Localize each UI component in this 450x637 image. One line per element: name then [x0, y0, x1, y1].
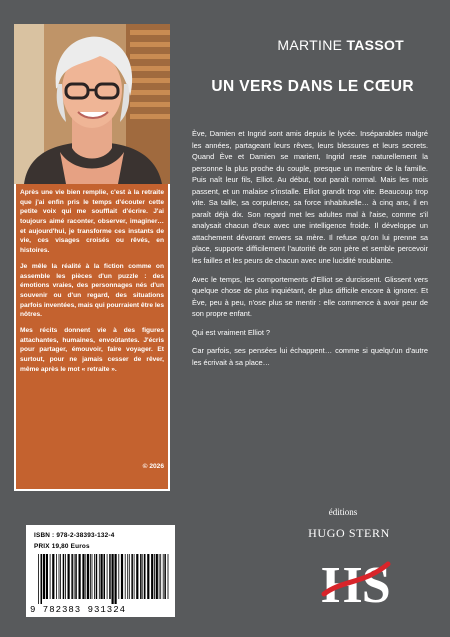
- barcode-bar: [60, 554, 61, 599]
- barcode-bar: [131, 554, 133, 599]
- bio-paragraph: Je mêle la réalité à la fiction comme on assemble les pièces d'un puzzle : des émotions vraies, des personnages nés d'un souvenir ou d'un regard, des situations parfois inventées, mais qui pourraient être les nôtres.: [20, 262, 165, 319]
- synopsis: [192, 128, 428, 375]
- barcode-bar: [92, 554, 93, 599]
- barcode-bar: [144, 554, 146, 599]
- barcode-bar: [68, 554, 70, 599]
- barcode-bar: [159, 554, 160, 599]
- barcode-bar: [94, 554, 95, 599]
- barcode-bar: [79, 554, 81, 599]
- publisher-logo-letters: HS: [321, 557, 391, 614]
- barcode-bar: [71, 554, 73, 599]
- barcode-bar: [82, 554, 84, 599]
- barcode-bar: [38, 554, 39, 604]
- barcode-bar: [90, 554, 91, 599]
- barcode-bar: [160, 554, 161, 599]
- barcode-bar: [142, 554, 143, 599]
- copyright: © 2026: [142, 463, 164, 470]
- book-title: UN VERS DANS LE CŒUR: [211, 78, 414, 95]
- barcode-bar: [52, 554, 54, 599]
- barcode-bar: [74, 554, 75, 599]
- bio-paragraph: Après une vie bien remplie, c'est à la retraite que j'ai enfin pris le temps d'écouter cette petite voix qui me soufflait d'écrire. J'ai toujours aimé raconter, observer, imaginer… et aujourd'hui, je transforme ces instants de vie, ces visages croisés ou rêvés, en histoires.: [20, 189, 164, 255]
- barcode-bar: [56, 554, 57, 599]
- author-last-name: TASSOT: [346, 37, 404, 53]
- barcode: [36, 554, 170, 604]
- barcode-bar: [112, 554, 114, 604]
- barcode-bar: [127, 554, 128, 599]
- author-bio: [20, 188, 164, 380]
- barcode-bar: [99, 554, 100, 599]
- barcode-bar: [121, 554, 123, 599]
- isbn: ISBN : 978-2-38393-132-4: [34, 532, 115, 539]
- barcode-bar: [125, 554, 126, 599]
- barcode-label: [26, 525, 175, 617]
- barcode-bar: [59, 554, 60, 599]
- publisher-editions: éditions: [328, 507, 358, 517]
- bio-paragraph: Mes récits donnent vie à des figures attachantes, humaines, envoûtantes. J'écris pour partager, émouvoir, faire voyager. Et surtout, pour ne jamais cesser de rêver, même après le mot « retraite ».: [20, 326, 164, 373]
- barcode-bar: [65, 554, 66, 599]
- author-name: [277, 37, 404, 53]
- barcode-bar: [43, 554, 45, 599]
- barcode-bar: [75, 554, 77, 599]
- barcode-bar: [151, 554, 153, 599]
- publisher-name: HUGO STERN: [308, 526, 390, 540]
- barcode-bar: [136, 554, 138, 599]
- barcode-bar: [104, 554, 106, 599]
- barcode-bar: [164, 554, 166, 599]
- barcode-bar: [154, 554, 155, 599]
- barcode-bar: [101, 554, 103, 599]
- synopsis-paragraph: Qui est vraiment Elliot ?: [192, 327, 271, 337]
- barcode-bar: [115, 554, 117, 604]
- barcode-digits: 9 782383 931324: [30, 605, 127, 615]
- barcode-bar: [163, 554, 164, 599]
- price: PRIX 19,80 Euros: [34, 543, 90, 550]
- barcode-bar: [41, 554, 43, 604]
- barcode-bar: [147, 554, 149, 599]
- barcode-bar: [46, 554, 48, 599]
- barcode-bar: [85, 554, 86, 599]
- barcode-bar: [118, 554, 119, 599]
- barcode-bar: [168, 554, 169, 599]
- author-first-name: MARTINE: [277, 37, 343, 53]
- barcode-bar: [109, 554, 111, 599]
- barcode-bar: [129, 554, 130, 599]
- barcode-bar: [96, 554, 98, 599]
- publisher-logo: [318, 550, 394, 620]
- barcode-bar: [134, 554, 135, 599]
- barcode-bar: [107, 554, 108, 599]
- barcode-bar: [50, 554, 51, 599]
- synopsis-paragraph: Avec le temps, les comportements d'Elliot se durcissent. Glissent vers quelque chose de plus inquiétant, de plus difficile encore à ignorer. Et Ève, peu à peu, n'ose plus se mentir : elle commence à avoir peur de son propre enfant.: [192, 274, 428, 319]
- barcode-bar: [140, 554, 142, 599]
- barcode-bar: [156, 554, 158, 599]
- synopsis-paragraph: Car parfois, ses pensées lui échappent… comme si quelqu'un d'autre les écrivait à sa place…: [192, 346, 428, 367]
- synopsis-paragraph: Ève, Damien et Ingrid sont amis depuis le lycée. Inséparables malgré les années, partageant leurs rêves, leurs blessures et leurs secrets. Quand Ève et Damien se marient, Ingrid reste naturellement la personne la plus proche du couple, presque un membre de la famille. Puis naît leur fils, Elliot. Au début, tout paraît normal. Mais les mois passent, et un malaise s'installe. Elliot grandit trop vite. Beaucoup trop vite. Sa taille, sa corpulence, sa force inhabituelle… à cinq ans, il en paraît déjà dix. Son regard met les adultes mal à l'aise, comme s'il analysait chacun d'eux avec une intelligence froide. Il développe un attachement dévorant envers sa mère. Il refuse qu'on lui prenne sa place, supporte difficilement l'autorité de son père et semble percevoir les failles et les peurs de chacun avec une lucidité troublante.: [192, 129, 428, 266]
- author-photo: [14, 24, 170, 184]
- barcode-bar: [63, 554, 64, 599]
- barcode-bar: [87, 554, 89, 599]
